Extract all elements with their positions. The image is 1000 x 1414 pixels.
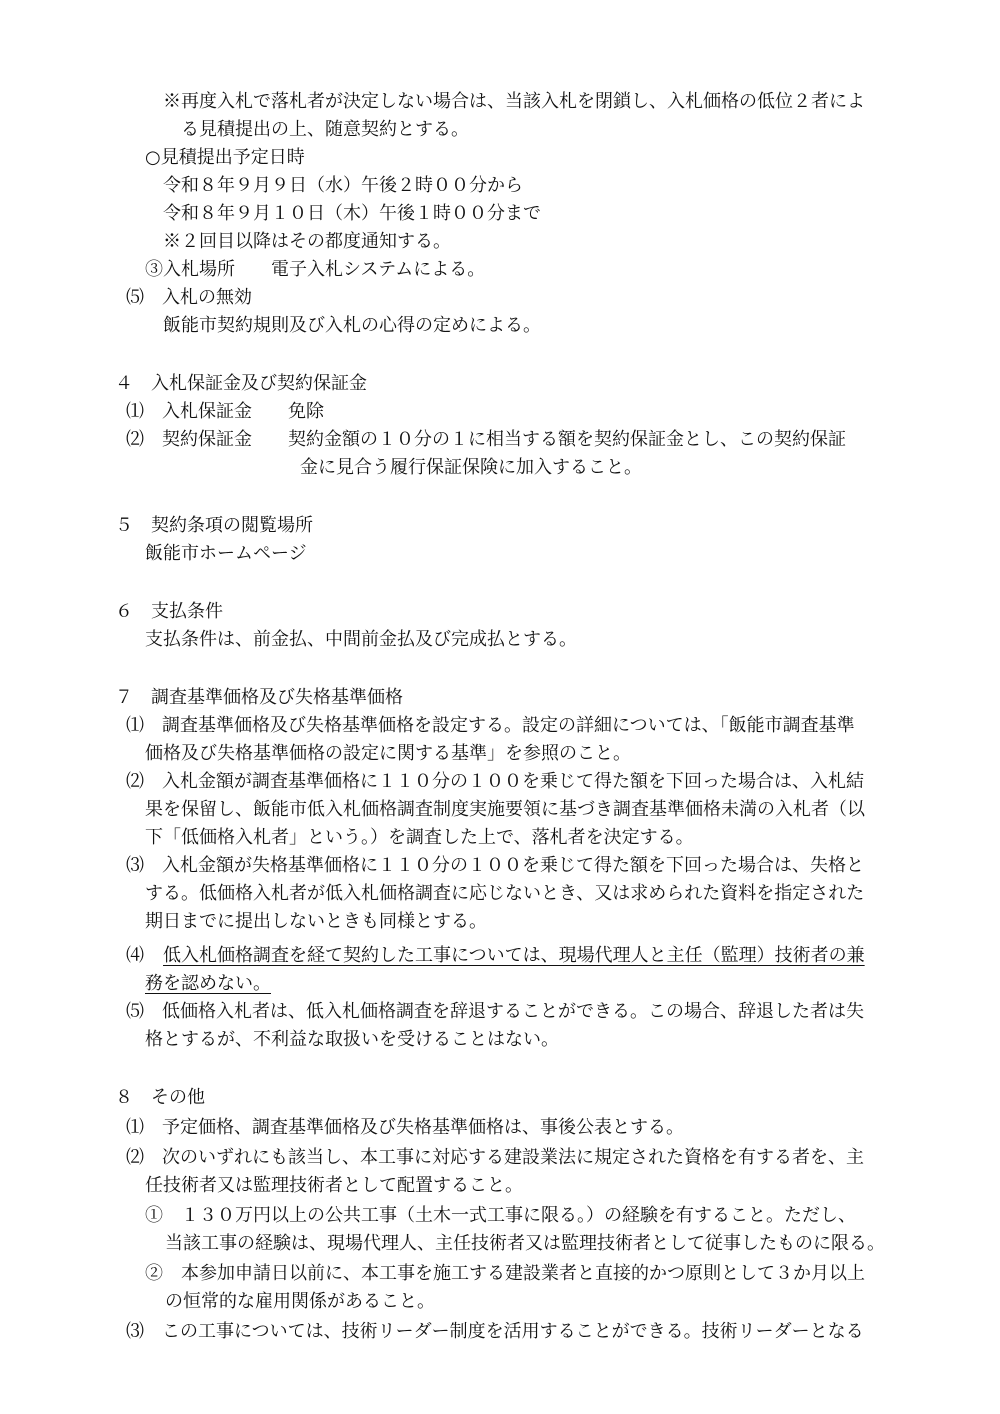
section-7-item-3-line-3: 期日までに提出しないときも同様とする。 bbox=[145, 911, 487, 932]
section-8-item-3-line-1: ⑶ この工事については、技術リーダー制度を活用することができる。技術リーダーとなる bbox=[126, 1321, 864, 1342]
section-7-item-2-line-1: ⑵ 入札金額が調査基準価格に１１０分の１００を乗じて得た額を下回った場合は、入札結 bbox=[126, 771, 864, 792]
bid-location: ③入札場所 電子入札システムによる。 bbox=[145, 259, 486, 280]
section-8-item-2-line-1: ⑵ 次のいずれにも該当し、本工事に対応する建設業法に規定された資格を有する者を、主 bbox=[126, 1147, 864, 1168]
bid-deposit-line: ⑴ 入札保証金 免除 bbox=[126, 401, 324, 422]
estimate-start-datetime: 令和８年９月９日（水）午後２時００分から bbox=[163, 175, 523, 196]
section-4-heading: ４ 入札保証金及び契約保証金 bbox=[115, 373, 367, 394]
contract-deposit-line-1: ⑵ 契約保証金 契約金額の１０分の１に相当する額を契約保証金とし、この契約保証 bbox=[126, 429, 846, 450]
section-8-item-2-line-2: 任技術者又は監理技術者として配置すること。 bbox=[145, 1175, 523, 1196]
section-7-item-5-line-2: 格とするが、不利益な取扱いを受けることはない。 bbox=[145, 1029, 559, 1050]
rebid-note-line-1: ※再度入札で落札者が決定しない場合は、当該入札を閉鎖し、入札価格の低位２者によ bbox=[163, 91, 865, 112]
section-6-heading: ６ 支払条件 bbox=[115, 601, 223, 622]
section-5-heading: ５ 契約条項の閲覧場所 bbox=[115, 515, 313, 536]
section-7-item-2-line-3: 下「低価格入札者」という。）を調査した上で、落札者を決定する。 bbox=[145, 827, 694, 848]
section-7-item-1-line-1: ⑴ 調査基準価格及び失格基準価格を設定する。設定の詳細については、「飯能市調査基準 bbox=[126, 715, 855, 736]
section-8-item-2-sub-2-line-2: の恒常的な雇用関係があること。 bbox=[165, 1291, 435, 1312]
section-7-item-3-line-2: する。低価格入札者が低入札価格調査に応じないとき、又は求められた資料を指定された bbox=[145, 883, 865, 904]
estimate-end-datetime: 令和８年９月１０日（木）午後１時００分まで bbox=[163, 203, 541, 224]
section-7-item-1-line-2: 価格及び失格基準価格の設定に関する基準」を参照のこと。 bbox=[145, 743, 631, 764]
section-7-item-4-line-1: 低入札価格調査を経て契約した工事については、現場代理人と主任（監理）技術者の兼 bbox=[163, 945, 865, 966]
section-5-text: 飯能市ホームページ bbox=[145, 543, 307, 564]
contract-deposit-line-2: 金に見合う履行保証保険に加入すること。 bbox=[300, 457, 642, 478]
section-7-item-5-line-1: ⑸ 低価格入札者は、低入札価格調査を辞退することができる。この場合、辞退した者は失 bbox=[126, 1001, 864, 1022]
bid-invalid-text: 飯能市契約規則及び入札の心得の定めによる。 bbox=[163, 315, 541, 336]
section-8-item-1: ⑴ 予定価格、調査基準価格及び失格基準価格は、事後公表とする。 bbox=[126, 1117, 684, 1138]
section-7-item-4-line-2: 務を認めない。 bbox=[145, 973, 271, 994]
section-8-item-2-sub-1-line-2: 当該工事の経験は、現場代理人、主任技術者又は監理技術者として従事したものに限る。 bbox=[165, 1233, 885, 1254]
bid-invalid-heading: ⑸ 入札の無効 bbox=[126, 287, 252, 308]
section-7-heading: ７ 調査基準価格及び失格基準価格 bbox=[115, 687, 403, 708]
section-7-item-3-line-1: ⑶ 入札金額が失格基準価格に１１０分の１００を乗じて得た額を下回った場合は、失格と bbox=[126, 855, 864, 876]
estimate-schedule-heading: ○見積提出予定日時 bbox=[145, 147, 305, 168]
section-7-item-2-line-2: 果を保留し、飯能市低入札価格調査制度実施要領に基づき調査基準価格未満の入札者（以 bbox=[145, 799, 865, 820]
rebid-note-line-2: る見積提出の上、随意契約とする。 bbox=[181, 119, 469, 140]
estimate-repeat-note: ※２回目以降はその都度通知する。 bbox=[163, 231, 451, 252]
section-8-item-2-sub-2-line-1: ② 本参加申請日以前に、本工事を施工する建設業者と直接的かつ原則として３か月以上 bbox=[145, 1263, 865, 1284]
section-8-item-2-sub-1-line-1: ① １３０万円以上の公共工事（土木一式工事に限る。）の経験を有すること。ただし、 bbox=[145, 1205, 856, 1226]
section-8-heading: ８ その他 bbox=[115, 1087, 205, 1108]
section-6-text: 支払条件は、前金払、中間前金払及び完成払とする。 bbox=[145, 629, 577, 650]
section-7-item-4-marker: ⑷ bbox=[126, 945, 162, 966]
